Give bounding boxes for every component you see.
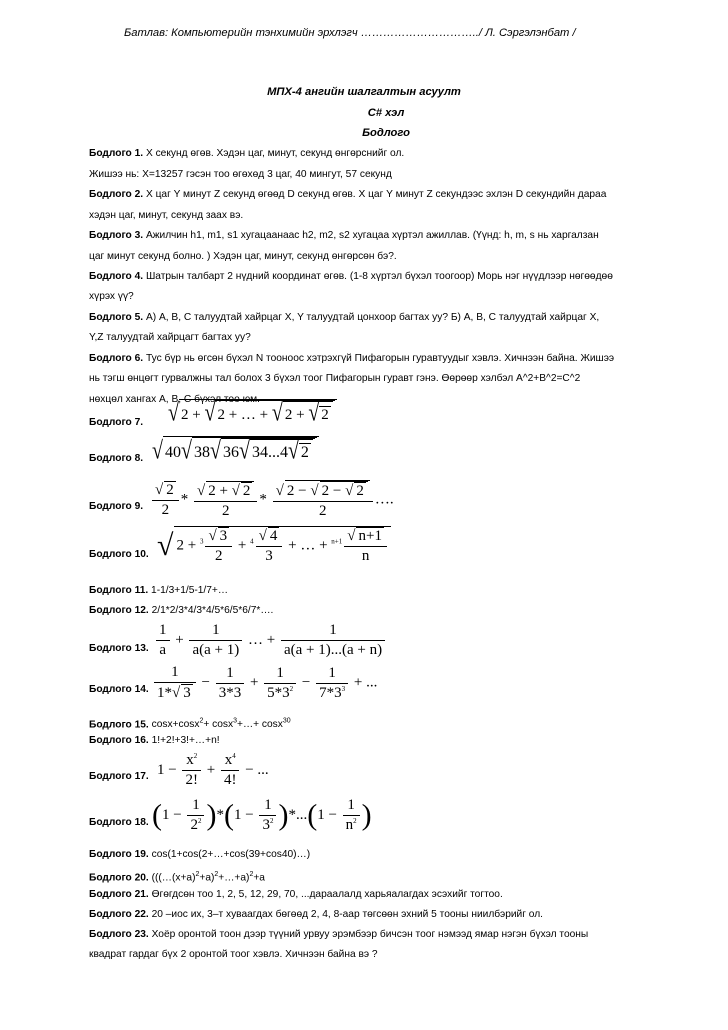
problem-10-label: Бодлого 10. xyxy=(89,549,149,560)
problem-22: Бодлого 22. 20 –иос их, 3–т хуваагдах бөгөөд 2, 4, 8-аар төгсөөн эхний 5 тооны ниилбэрийг ол. xyxy=(89,909,544,920)
subject-title: C# хэл xyxy=(367,107,405,119)
problem-20: Бодлого 20. ($((\dots(x+a)^2+a)^2+\dots+a)^2+a$ xyxy=(89,871,265,884)
problem-23-line-2: квадрат гардаг бүх 2 оронтой тоог хэвлэ. Хичнээн байна вэ ? xyxy=(89,949,378,960)
problem-13-label: Бодлого 13. xyxy=(89,643,149,654)
problem-19: Бодлого 19. cos(1+cos(2+…+cos(39+cos40)…) xyxy=(89,849,311,860)
problem-23-line-1: Бодлого 23. Хоёр оронтой тоон дээр түүний урвуу эрэмбээр бичсэн тоог нэмээд ямар нэгэн бүхэл тооны xyxy=(89,929,589,940)
problem-7-label: Бодлого 7. xyxy=(89,417,144,428)
problem-10-formula: √ 2 + $^3$ $\frac{√ 3}{2}$ + $^4$ $\frac{√ 4}{3}$ + … + $^{n+1}$ $\frac{√ n+1}{n}$ xyxy=(157,526,391,565)
problem-14-formula: $\frac{1}{1*√ 3}$ − $\frac{1}{3*3}$ + $\frac{1}{5*3^2}$ − $\frac{1}{7*3^3}$ + ... xyxy=(152,664,377,702)
section-title: Бодлого xyxy=(362,127,410,139)
problem-1-line-1: Бодлого 1. Х секунд өгөв. Хэдэн цаг, минут, секунд өнгөрснийг ол. xyxy=(89,148,405,159)
problem-1-line-2: Жишээ нь: Х=13257 гэсэн тоо өгөхөд 3 цаг, 40 мингут, 57 секунд xyxy=(89,169,392,180)
problem-9-formula: $\frac{√ 2}{2}$ * $\frac{√ 2 + √ 2}{2}$ * $\frac{√ 2 - √ 2 - √ 2}{2}$ …. xyxy=(150,480,394,520)
approval-line: Батлав: Компьютерийн тэнхимийн эрхлэгч …………………………../ Л. Сэргэлэнбат / xyxy=(124,27,576,39)
problem-4-line-1: Бодлого 4. Шатрын талбарт 2 нүдний координат өгөв. (1-8 хүртэл бүхэл тоогоор) Морь нэг нүүдлээр нөгөөдөө xyxy=(89,271,613,282)
problem-15: Бодлого 15. cosx+cosx$^2$+ cosx$^3$+…+ cosx$^{30}$ xyxy=(89,718,291,731)
problem-7-formula: √ 2 + √ 2 + … + √ 2 + √ 2 xyxy=(168,399,337,425)
problem-6-line-3: нөхцөл хангах A, B, C бүхэл тоо юм. xyxy=(89,394,260,405)
problem-17-label: Бодлого 17. xyxy=(89,771,149,782)
problem-18-formula: (1 − $\frac{1}{2^2}$ )*(1 − $\frac{1}{3^2}$ )*...(1 − $\frac{1}{n^2}$ ) xyxy=(152,797,372,833)
problem-11: Бодлого 11. 1-1/3+1/5-1/7+… xyxy=(89,585,229,596)
exam-title: МПХ-4 ангийн шалгалтын асуулт xyxy=(267,86,461,98)
problem-6-line-1: Бодлого 6. Тус бүр нь өгсөн бүхэл N тооноос хэтрэхгүй Пифагорын гуравтуудыг хэвлэ. Хичнээн байна. Жишээ xyxy=(89,353,615,364)
problem-4-line-2: хүрэх үү? xyxy=(89,291,134,302)
problem-12: Бодлого 12. 2/1*2/3*4/3*4/5*6/5*6/7*…. xyxy=(89,605,274,616)
problem-6-line-2: нь тэгш өнцөгт гурвалжны тал болох 3 бүхэл тоог Пифагорын гуравт гэнэ. Өөрөөр хэлбэл A^2+B^2=C^2 xyxy=(89,373,581,384)
problem-9-label: Бодлого 9. xyxy=(89,501,144,512)
problem-13-formula: $\frac{1}{a}$ + $\frac{1}{a(a + 1)}$ … + $\frac{1}{a(a + 1)...(a + n)}$ xyxy=(154,622,387,659)
problem-8-label: Бодлого 8. xyxy=(89,453,144,464)
problem-5-line-2: Y,Z талуудтай хайрцагт багтах уу? xyxy=(89,332,251,343)
problem-18-label: Бодлого 18. xyxy=(89,817,149,828)
problem-2-line-2: хэдэн цаг, минут, секунд заах вэ. xyxy=(89,210,244,221)
problem-3-line-1: Бодлого 3. Ажилчин h1, m1, s1 хугацаанаас h2, m2, s2 хугацаа хүртэл ажиллав. (Үүнд: h, m, s нь харгалзан xyxy=(89,230,599,241)
problem-16: Бодлого 16. 1!+2!+3!+…+n! xyxy=(89,735,220,746)
problem-8-formula: √ 40√ 38√ 36√ 34...4√ 2 xyxy=(152,436,319,463)
problem-5-line-1: Бодлого 5. А) A, B, C талуудтай хайрцаг X, Y талуудтай цонхоор багтах уу? Б) A, B, C талуудтай хайрцаг X, xyxy=(89,312,600,323)
problem-14-label: Бодлого 14. xyxy=(89,684,149,695)
problem-2-line-1: Бодлого 2. Х цаг Y минут Z секунд өгөөд D секунд өгөв. X цаг Y минут Z секундээс эхлэн D секундийн дараа xyxy=(89,189,607,200)
problem-3-line-2: цаг минут секунд болно. ) Хэдэн цаг, минут, секунд өнгөрсөн бэ?. xyxy=(89,251,397,262)
problem-21: Бодлого 21. Өгөгдсөн тоо 1, 2, 5, 12, 29, 70, ...дараалалд харьяалагдах эсэхийг тогтоо. xyxy=(89,889,503,900)
problem-17-formula: 1 − $\frac{x^2}{2!}$ + $\frac{x^4}{4!}$ − ... xyxy=(157,752,269,788)
